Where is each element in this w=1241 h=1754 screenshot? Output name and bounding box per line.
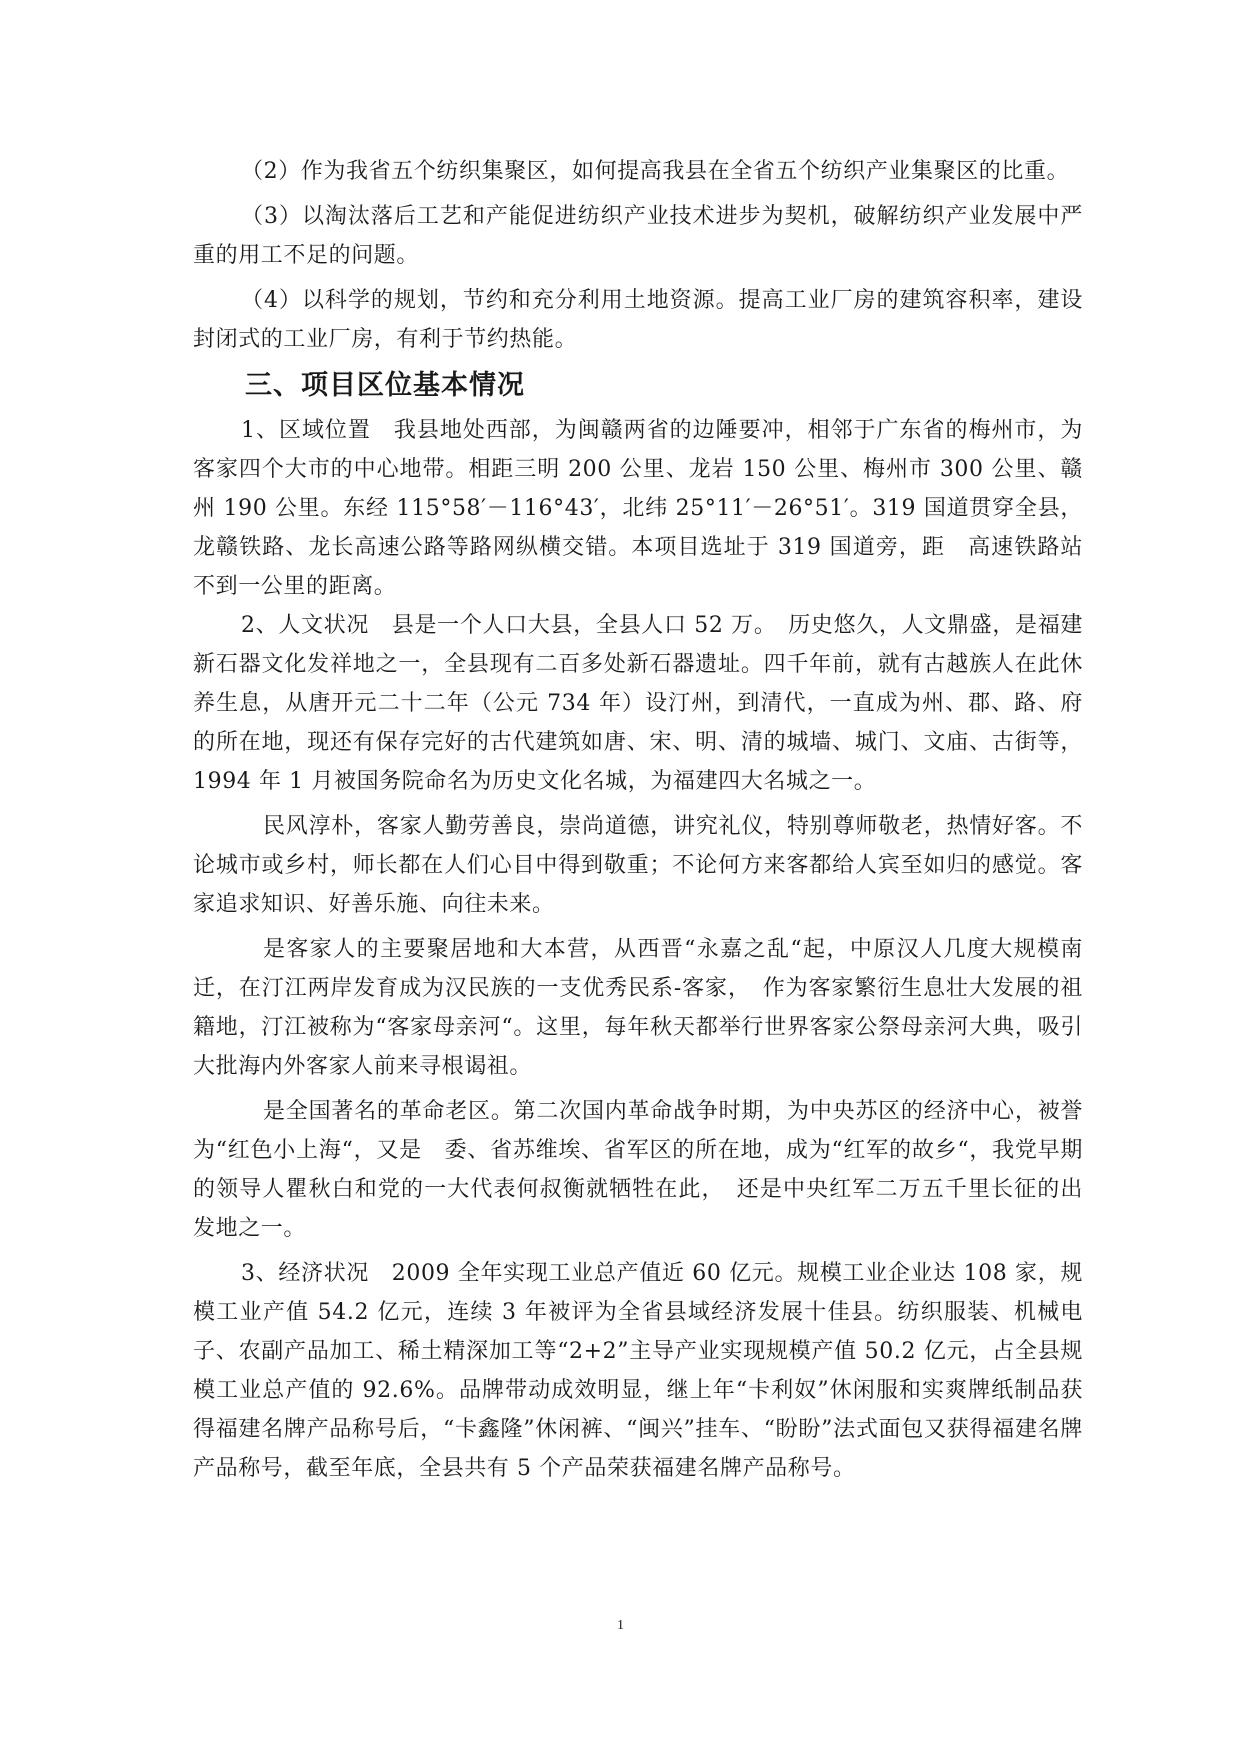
paragraph-location: 1、区域位置 我县地处西部，为闽赣两省的边陲要冲，相邻于广东省的梅州市，为客家四个大市的中心地带。相距三明 200 公里、龙岩 150 公里、梅州市 300 公里、赣州 190 公里。东经 115°58′－116°43′，北纬 25°11′－26°51′。319 国道贯穿全县，龙赣铁路、龙长高速公路等路网纵横交错。本项目选址于 319 国道旁，距 高速铁路站不到一公里的距离。 [193, 418, 1083, 599]
page-number: 1 [617, 1618, 624, 1633]
paragraph-point-4: （4）以科学的规划，节约和充分利用土地资源。提高工业厂房的建筑容积率，建设封闭式的工业厂房，有利于节约热能。 [193, 288, 1083, 352]
body-text [193, 152, 1083, 1488]
paragraph-economy: 3、经济状况 2009 全年实现工业总产值近 60 亿元。规模工业企业达 108 家，规模工业产值 54.2 亿元，连续 3 年被评为全省县域经济发展十佳县。纺织服装、机械电子、农副产品加工、稀土精深加工等“2+2”主导产业实现规模产值 50.2 亿元，占全县规模工业总产值的 92.6%。品牌带动成效明显，继上年“卡利奴”休闲服和实爽牌纸制品获得福建名牌产品称号后，“卡鑫隆”休闲裤、“闽兴”挂车、“盼盼”法式面包又获得福建名牌产品称号，截至年底，全县共有 5 个产品荣获福建名牌产品称号。 [193, 1261, 1083, 1481]
paragraph-revolution: 是全国著名的革命老区。第二次国内革命战争时期，为中央苏区的经济中心，被誉为“红色小上海“，又是 委、省苏维埃、省军区的所在地，成为“红军的故乡“，我党早期的领导人瞿秋白和党的一大代表何叔衡就牺牲在此， 还是中央红军二万五千里长征的出发地之一。 [193, 1099, 1083, 1241]
paragraph-point-2: （2）作为我省五个纺织集聚区，如何提高我县在全省五个纺织产业集聚区的比重。 [241, 159, 1070, 184]
paragraph-hakka: 是客家人的主要聚居地和大本营，从西晋“永嘉之乱“起，中原汉人几度大规模南迁，在汀江两岸发育成为汉民族的一支优秀民系-客家， 作为客家繁衍生息壮大发展的祖籍地，汀江被称为“客家母亲河“。这里，每年秋天都举行世界客家公祭母亲河大典，吸引大批海内外客家人前来寻根谒祖。 [193, 937, 1083, 1079]
paragraph-customs: 民风淳朴，客家人勤劳善良，崇尚道德，讲究礼仪，特别尊师敬老，热情好客。不论城市或乡村，师长都在人们心目中得到敬重；不论何方来客都给人宾至如归的感觉。客家追求知识、好善乐施、向往未来。 [193, 814, 1083, 917]
paragraph-point-3: （3）以淘汰落后工艺和产能促进纺织产业技术进步为契机，破解纺织产业发展中严重的用工不足的问题。 [193, 204, 1083, 268]
section-heading: 三、项目区位基本情况 [245, 370, 525, 401]
paragraph-humanities: 2、人文状况 县是一个人口大县，全县人口 52 万。 历史悠久，人文鼎盛，是福建新石器文化发祥地之一，全县现有二百多处新石器遗址。四千年前，就有古越族人在此休养生息，从唐开元二十二年（公元 734 年）设汀州，到清代，一直成为州、郡、路、府的所在地，现还有保存完好的古代建筑如唐、宋、明、清的城墙、城门、文庙、古街等，1994 年 1 月被国务院命名为历史文化名城，为福建四大名城之一。 [193, 613, 1083, 794]
